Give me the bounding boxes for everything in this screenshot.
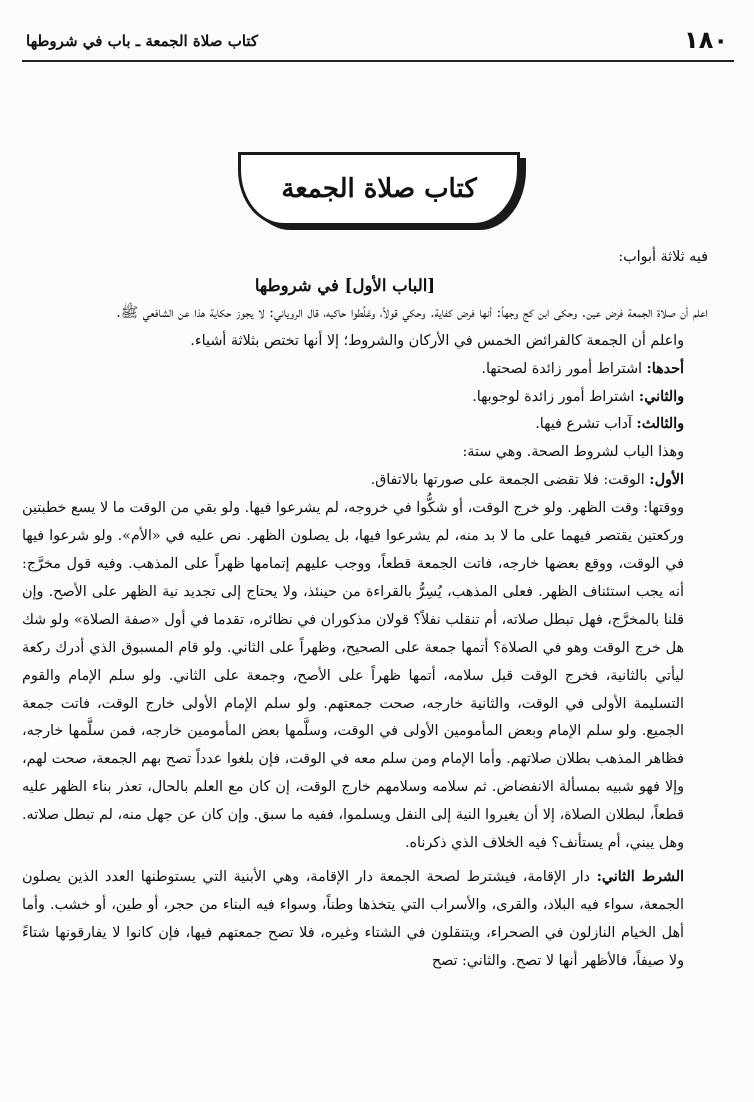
paragraph-label: الشرط الثاني: bbox=[596, 868, 685, 885]
paragraph-8 bbox=[22, 495, 708, 858]
paragraph-1 bbox=[22, 300, 708, 328]
paragraph-3 bbox=[22, 356, 708, 384]
running-title: كتاب صلاة الجمعة ـ باب في شروطها bbox=[26, 32, 259, 50]
paragraph-7 bbox=[22, 467, 708, 495]
paragraph-text: ووقتها: وقت الظهر. ولو خرج الوقت، أو شكُّوا في خروجه، لم يشرعوا فيها. ولو بقي من الوقت ما لا يسع خطبتين وركعتين يقتصر فيهما على ما لا بد منه، لم يشرعوا فيها، بل يصلون الظهر. نص عليه في «الأم». ولو شرعوا فيها في الوقت، ووقع بعضها خارجه، فاتت الجمعة قطعاً، ووجب عليهم إتمامها ظهراً على المذهب. وفيه قول مخرَّج: أنه يجب استئناف الظهر. فعلى المذهب، يُسِرُّ بالقراءة من حينئذ، ولا يحتاج إلى تجديد نية الظهر على الأصح. وإن قلنا بالمخرَّج، فهل تبطل صلاته، أم تنقلب نفلاً؟ قولان مذكوران في نظائره، تقدما في أول «صفة الصلاة» ولو شك هل خرج الوقت وهو في الصلاة؟ أتمها جمعة على الصحيح، وظهراً على الثاني. ولو قام المسبوق الذي أدرك ركعة ليأتي بالثانية، فخرج الوقت قبل سلامه، أتمها ظهراً على الأصح، وجمعة على الثاني. ولو سلم الإمام والقوم التسليمة الأولى في الوقت، والثانية خارجه، صحت جمعتهم. ولو سلم الإمام الأولى خارج الوقت، فاتت جمعة الجميع. ولو سلم الإمام وبعض المأمومين الأولى في الوقت، وسلَّمها بعض المأمومين خارجه، فمن سلَّمها خارجه، فظاهر المذهب بطلان صلاتهم. وأما الإمام ومن سلم معه في الوقت، فإن بلغوا عدداً تصح بهم الجمعة، صحت لهم، وإلا فهو شبيه بمسألة الانفضاض. ثم سلامه وسلامهم خارج الوقت، إن كان مع العلم بالحال، تعذر بناء الظهر عليه قطعاً، لبطلان الصلاة، إلا أن يغيروا النية إلى النفل ويسلموا، ففيه ما سبق. وإن كان عن جهل منه، لم تبطل صلاته. وهل يبني، أم يستأنف؟ فيه الخلاف الذي ذكرناه. bbox=[22, 500, 684, 852]
chapter-heading: [الباب الأول] في شروطها bbox=[254, 275, 436, 295]
paragraph-label: الأول: bbox=[649, 472, 684, 489]
paragraph-text: اعلم أن صلاة الجمعة فرض عين. وحكى ابن كج وجهاً: أنها فرض كفاية. وحكي قولاً، وغلَّطوا حاكيه، قال الروياني: لا يجوز حكاية هذا عن الشافعي ﷺ. bbox=[116, 304, 708, 321]
paragraph-label: والثاني: bbox=[638, 388, 684, 405]
page-header bbox=[22, 26, 734, 62]
paragraph-text: اشتراط أمور زائدة لوجوبها. bbox=[472, 388, 635, 405]
paragraph-text: آداب تشرع فيها. bbox=[535, 416, 632, 433]
book-title-box bbox=[238, 152, 520, 226]
paragraph-text: اشتراط أمور زائدة لصحتها. bbox=[481, 360, 642, 377]
paragraph-text: الوقت: فلا تقضى الجمعة على صورتها بالاتفاق. bbox=[370, 472, 645, 489]
page-number: ١٨٠ bbox=[684, 26, 728, 54]
paragraph-label: أحدها: bbox=[646, 360, 684, 377]
paragraph-6 bbox=[22, 439, 708, 467]
book-title: كتاب صلاة الجمعة bbox=[281, 174, 477, 204]
paragraph-text: وهذا الباب لشروط الصحة. وهي ستة: bbox=[462, 444, 684, 461]
intro-line: فيه ثلاثة أبواب: bbox=[618, 249, 708, 265]
paragraph-4 bbox=[22, 384, 708, 412]
paragraph-9 bbox=[22, 864, 708, 976]
paragraph-label: والثالث: bbox=[636, 416, 684, 433]
paragraph-text: واعلم أن الجمعة كالفرائض الخمس في الأركان والشروط؛ إلا أنها تختص بثلاثة أشياء. bbox=[190, 332, 684, 349]
paragraph-text: دار الإقامة، فيشترط لصحة الجمعة دار الإقامة، وهي الأبنية التي يستوطنها العدد الذين يصلون الجمعة، سواء فيه البلاد، والقرى، والأسراب التي يتخذها وطناً، وسواء فيه البناء من حجر، أو طين، أو خشب. وأما أهل الخيام النازلون في الصحراء، ويتنقلون في الشتاء وغيره، فلا تصح جمعتهم فيها، فإن كانوا لا يفارقونها شتاءً ولا صيفاً، فالأظهر أنها لا تصح. والثاني: تصح bbox=[22, 868, 684, 969]
paragraph-5 bbox=[22, 411, 708, 439]
paragraph-2 bbox=[22, 328, 708, 356]
body-text bbox=[22, 244, 708, 976]
